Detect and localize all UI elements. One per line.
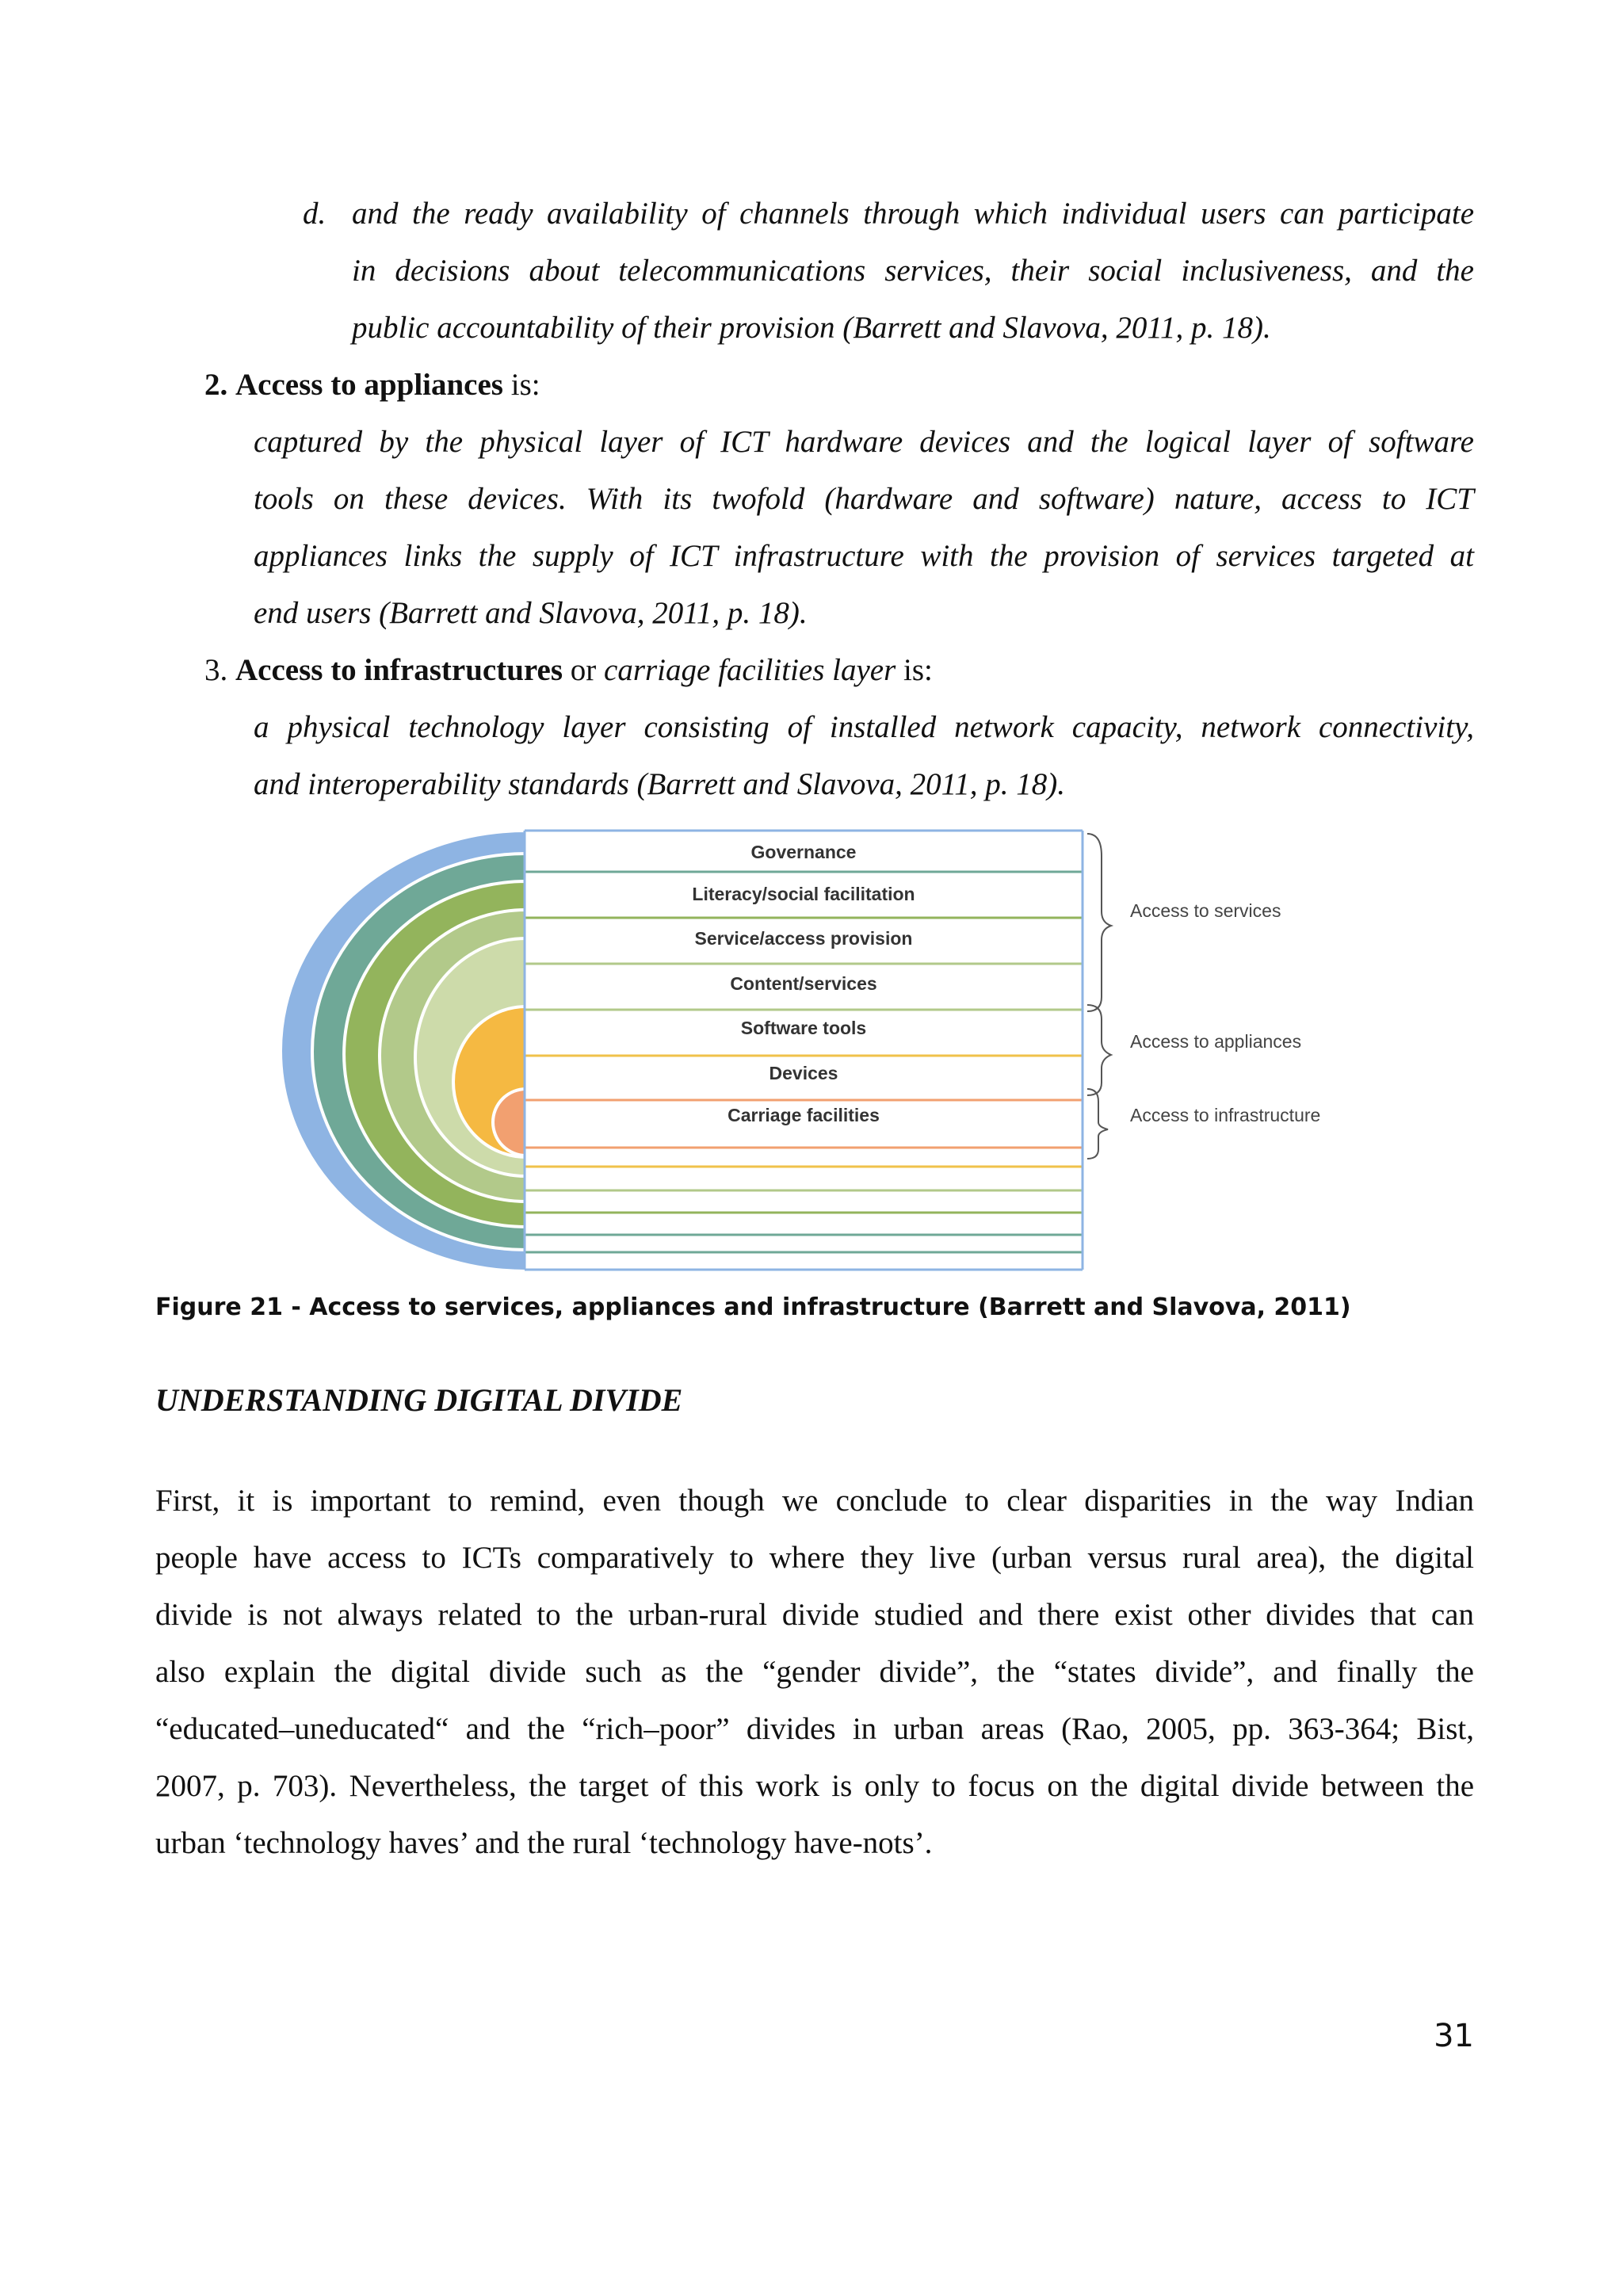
paragraph-line: “educated–uneducated“ and the “rich–poor” divides in urban areas (Rao, 2005, pp. 363-364; Bist, (155, 1712, 1474, 1746)
layers-figure (277, 824, 1387, 1284)
item-d-line: and the ready availability of channels through which individual users can participate (352, 197, 1474, 231)
item-2-line: appliances links the supply of ICT infrastructure with the provision of services targeted at (254, 539, 1474, 573)
item-2-line: tools on these devices. With its twofold (hardware and software) nature, access to ICT (254, 482, 1474, 516)
page-number: 31 (1434, 2018, 1474, 2054)
item-2-title: Access to appliances (235, 368, 503, 402)
item-2-suffix: is: (502, 368, 540, 402)
item-3-line: and interoperability standards (Barrett and Slavova, 2011, p. 18). (254, 767, 1066, 801)
item-2-line: end users (Barrett and Slavova, 2011, p. 18). (254, 596, 808, 630)
item-3-middle: or (563, 653, 605, 687)
layer-label-content: Content/services (730, 973, 877, 994)
item-3-suffix: is: (896, 653, 933, 687)
paragraph-line: divide is not always related to the urban-rural divide studied and there exist other divides that can (155, 1598, 1474, 1632)
layer-label-service-provision: Service/access provision (694, 928, 913, 949)
item-2-number: 2. (204, 368, 228, 402)
layer-label-devices: Devices (769, 1063, 838, 1083)
figure-rings (281, 831, 526, 1271)
item-2-line: captured by the physical layer of ICT hardware devices and the logical layer of software (254, 425, 1474, 459)
group-label-appliances: Access to appliances (1130, 1031, 1302, 1052)
item-3-number: 3. (204, 653, 228, 687)
brace-services (1087, 834, 1111, 1011)
item-3-heading (204, 651, 933, 690)
paragraph-line: urban ‘technology haves’ and the rural ‘technology have-nots’. (155, 1826, 933, 1860)
layer-label-carriage: Carriage facilities (727, 1105, 880, 1125)
paragraph-line: 2007, p. 703). Nevertheless, the target of this work is only to focus on the digital divide between the (155, 1769, 1474, 1803)
item-3-title: Access to infrastructures (235, 653, 563, 687)
group-label-infrastructure: Access to infrastructure (1130, 1105, 1321, 1125)
item-d-line: public accountability of their provision (Barrett and Slavova, 2011, p. 18). (352, 311, 1271, 345)
item-d-marker: d. (303, 197, 327, 231)
layer-label-software: Software tools (740, 1018, 867, 1038)
section-heading: UNDERSTANDING DIGITAL DIVIDE (155, 1382, 683, 1418)
item-3-line: a physical technology layer consisting of installed network capacity, network connectivity, (254, 710, 1474, 744)
item-d-line: in decisions about telecommunications services, their social inclusiveness, and the (352, 254, 1474, 288)
item-2-heading (204, 366, 540, 404)
brace-appliances (1087, 1005, 1111, 1095)
layer-label-literacy: Literacy/social facilitation (692, 884, 915, 904)
layer-label-governance: Governance (750, 842, 857, 862)
group-label-services: Access to services (1130, 900, 1281, 921)
paragraph-line: First, it is important to remind, even though we conclude to clear disparities in the way Indian (155, 1484, 1474, 1518)
brace-infrastructure (1087, 1089, 1108, 1159)
paragraph-line: also explain the digital divide such as the “gender divide”, the “states divide”, and finally the (155, 1655, 1474, 1689)
figure-caption: Figure 21 - Access to services, appliances and infrastructure (Barrett and Slavova, 2011) (155, 1293, 1351, 1321)
paragraph-line: people have access to ICTs comparatively to where they live (urban versus rural area), the digital (155, 1541, 1474, 1575)
item-3-term: carriage facilities layer (604, 653, 896, 687)
